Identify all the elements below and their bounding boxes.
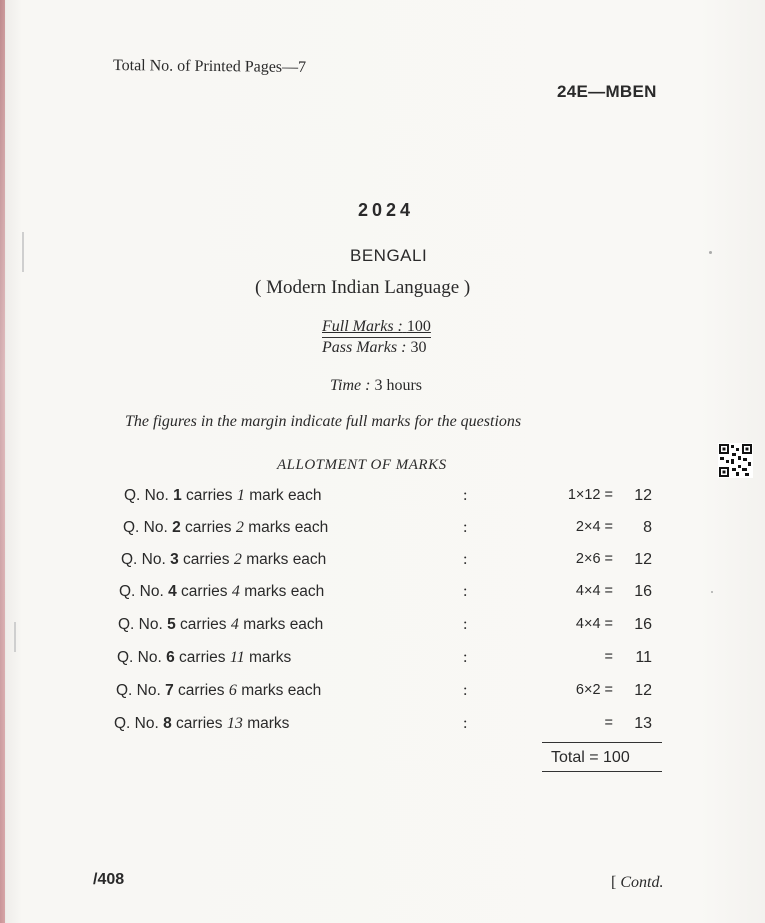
contd-text: Contd. [620,874,664,891]
language-subtitle: ( Modern Indian Language ) [255,277,471,298]
question-desc: Q. No. 2 carries 2 marks each [123,519,329,536]
footer-code: /408 [93,871,125,888]
row-colon: : [463,616,468,633]
question-desc: Q. No. 6 carries 11 marks [117,649,292,666]
question-desc: Q. No. 3 carries 2 marks each [121,551,327,568]
question-desc: Q. No. 7 carries 6 marks each [116,682,322,699]
allotment-row [0,583,765,609]
row-colon: : [463,649,468,666]
pass-marks-label: Pass Marks : [322,339,407,356]
printed-pages-count: Total No. of Printed Pages—7 [112,56,307,77]
allotment-title: ALLOTMENT OF MARKS [277,457,447,473]
paper-speck [709,251,712,254]
allotment-row [0,519,765,545]
marks-box [322,318,431,357]
exam-time [330,377,422,395]
question-desc: Q. No. 1 carries 1 mark each [124,487,322,504]
page-edge [0,0,5,923]
paper-code: 24E—MBEN [557,82,657,101]
row-colon: : [463,682,468,699]
time-value: 3 hours [374,377,423,394]
row-result: 12 [634,682,652,699]
row-colon: : [463,551,468,568]
pass-marks [322,337,431,357]
full-marks-value: 100 [406,318,431,335]
contd-bracket: [ [611,874,617,891]
allotment-row [0,649,765,675]
row-colon: : [463,583,468,600]
question-desc: Q. No. 4 carries 4 marks each [119,583,325,600]
margin-mark [22,232,24,272]
allotment-row [0,715,765,741]
row-calculation: 2×6 = [575,551,613,567]
row-colon: : [463,487,468,504]
total-underline [542,771,662,772]
full-marks-label: Full Marks : [322,318,403,335]
total-rule [542,742,662,743]
row-calculation: = [604,715,613,731]
row-calculation: 2×4 = [575,519,613,535]
question-desc: Q. No. 8 carries 13 marks [114,715,290,732]
row-colon: : [463,519,468,536]
row-result: 16 [634,616,652,633]
allotment-row [0,487,765,513]
full-marks [322,318,431,336]
row-result: 8 [643,519,652,536]
row-result: 12 [634,487,652,504]
total-marks: Total = 100 [551,749,630,766]
row-calculation: = [604,649,613,665]
allotment-row [0,616,765,642]
exam-year: 2024 [358,200,415,220]
row-calculation: 4×4 = [575,616,613,632]
qr-code-icon [718,443,753,478]
time-label: Time : [330,377,371,394]
allotment-row [0,682,765,708]
row-calculation: 6×2 = [575,682,613,698]
row-calculation: 1×12 = [567,487,613,503]
pass-marks-value: 30 [410,339,427,356]
row-colon: : [463,715,468,732]
row-result: 11 [635,649,652,666]
subject-title: BENGALI [350,246,428,265]
row-result: 12 [634,551,652,568]
instruction-text: The figures in the margin indicate full marks for the questions [125,413,522,430]
allotment-row [0,551,765,577]
question-desc: Q. No. 5 carries 4 marks each [118,616,324,633]
row-calculation: 4×4 = [575,583,613,599]
continued-note [611,874,663,892]
row-result: 13 [634,715,652,732]
row-result: 16 [634,583,652,600]
